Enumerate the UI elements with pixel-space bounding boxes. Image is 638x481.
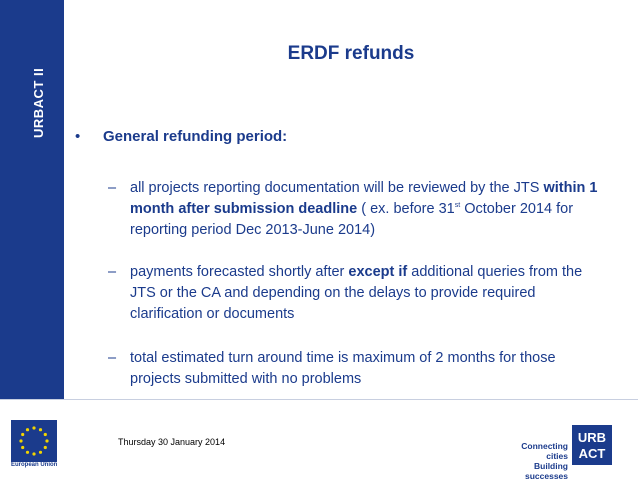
item-text: October 2014 for reporting period Dec 2013-June 2014) — [130, 201, 574, 238]
item-bold-text: within 1 month after submission deadline — [130, 180, 598, 217]
urb-logo-line2: ACT — [578, 446, 606, 461]
item-bold-text: except if — [348, 264, 408, 280]
footer-divider — [0, 399, 638, 400]
footer-date: Thursday 30 January 2014 — [118, 437, 226, 447]
eu-label: European Union — [11, 462, 58, 468]
tagline — [498, 441, 568, 481]
item-text: additional queries from the JTS or the CA and depending on the delays to provide required clarification or documents — [130, 264, 583, 322]
urb-logo-line1: URB — [577, 430, 607, 445]
list-item — [108, 262, 608, 325]
sidebar — [0, 0, 64, 399]
superscript: st — [454, 202, 461, 210]
eu-flag-icon — [11, 420, 57, 462]
list-item — [108, 348, 608, 390]
sidebar-label: URBACT II — [31, 67, 46, 138]
dash-icon: – — [108, 180, 117, 196]
slide-title: ERDF refunds — [287, 43, 415, 64]
section-heading: General refunding period: — [103, 128, 288, 145]
item-text: payments forecasted shortly after — [130, 264, 349, 280]
item-text: all projects reporting documentation will be reviewed by the JTS — [130, 180, 540, 196]
urbact-logo — [572, 425, 612, 465]
tagline-line: Building successes — [524, 461, 568, 481]
dash-icon: – — [108, 350, 117, 366]
item-text: total estimated turn around time is maximum of 2 months for those projects submitted with no problems — [130, 350, 556, 387]
list-item — [108, 178, 608, 241]
item-text: ( ex. before 31 — [357, 201, 455, 217]
dash-icon: – — [108, 264, 117, 280]
bullet-icon: • — [75, 128, 81, 145]
tagline-line: Connecting cities — [521, 441, 568, 461]
